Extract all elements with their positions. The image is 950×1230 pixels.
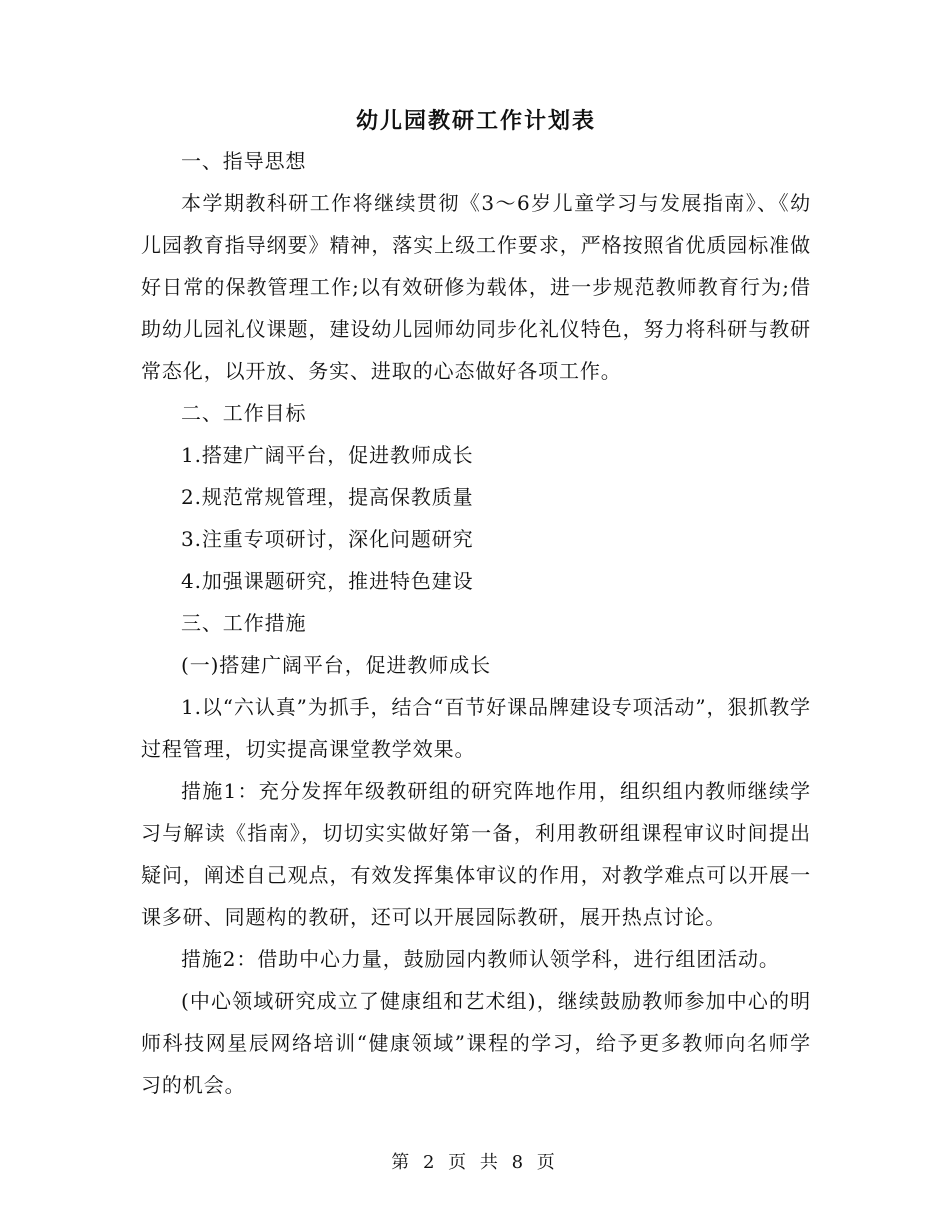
paragraph-measure-1: 措施1：充分发挥年级教研组的研究阵地作用，组织组内教师继续学习与解读《指南》，切切实实做好第一备，利用教研组课程审议时间提出疑问，阐述自己观点，有效发挥集体审议的作用，对教学难点可以开展一课多研、同题构的教研，还可以开展园际教研，展开热点讨论。 bbox=[141, 779, 811, 929]
section-heading-work-goals: 二、工作目标 bbox=[181, 401, 307, 425]
page-number-footer: 第 2 页 共 8 页 bbox=[391, 1152, 559, 1173]
goal-item-4: 4.加强课题研究，推进特色建设 bbox=[181, 569, 474, 593]
paragraph-guiding-ideology: 本学期教科研工作将继续贯彻《3～6岁儿童学习与发展指南》、《幼儿园教育指导纲要》精神，落实上级工作要求，严格按照省优质园标准做好日常的保教管理工作;以有效研修为载体，进一步规范教师教育行为;借助幼儿园礼仪课题，建设幼儿园师幼同步化礼仪特色，努力将科研与教研常态化，以开放、务实、进取的心态做好各项工作。 bbox=[141, 191, 811, 383]
goal-item-1: 1.搭建广阔平台，促进教师成长 bbox=[181, 443, 474, 467]
paragraph-measure-2: 措施2：借助中心力量，鼓励园内教师认领学科，进行组团活动。 bbox=[181, 947, 780, 971]
paragraph-measure-intro: 1.以“六认真”为抓手，结合“百节好课品牌建设专项活动”，狠抓教学过程管理，切实提高课堂教学效果。 bbox=[141, 695, 811, 761]
document-body bbox=[141, 102, 811, 1106]
section-heading-guiding-ideology: 一、指导思想 bbox=[181, 149, 307, 173]
document-title: 幼儿园教研工作计划表 bbox=[355, 108, 596, 134]
paragraph-measure-2-detail: (中心领域研究成立了健康组和艺术组)，继续鼓励教师参加中心的明师科技网星辰网络培训“健康领域”课程的学习，给予更多教师向名师学习的机会。 bbox=[141, 989, 811, 1097]
goal-item-2: 2.规范常规管理，提高保教质量 bbox=[181, 485, 474, 509]
subsection-heading-1: (一)搭建广阔平台，促进教师成长 bbox=[181, 653, 492, 677]
goal-item-3: 3.注重专项研讨，深化问题研究 bbox=[181, 527, 474, 551]
section-heading-work-measures: 三、工作措施 bbox=[181, 611, 307, 635]
